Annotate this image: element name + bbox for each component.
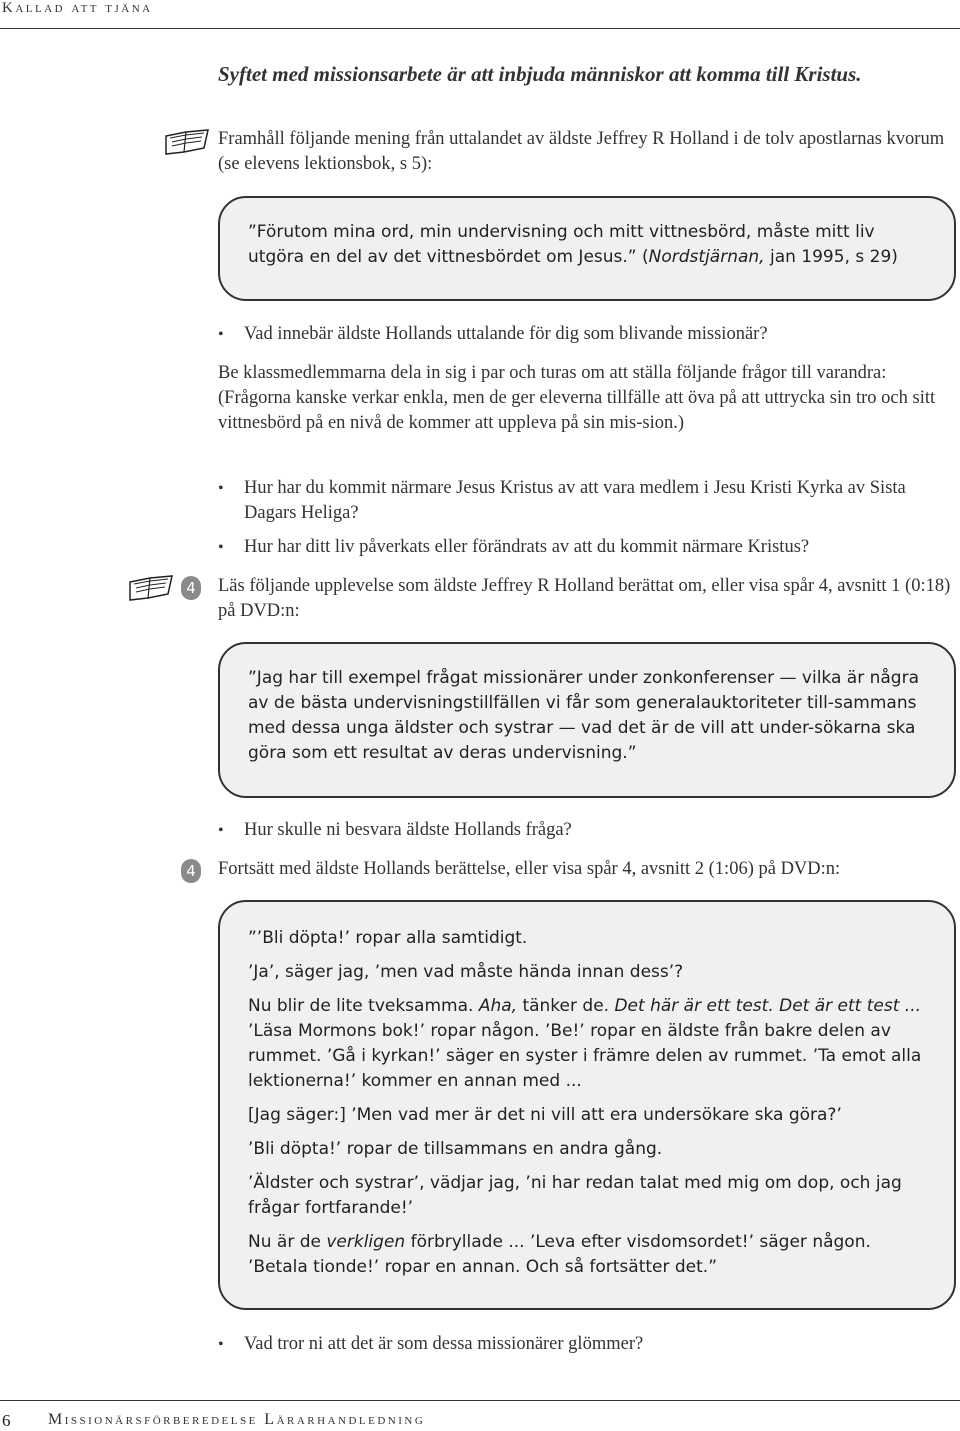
bullet-question-5: • Vad tror ni att det är som dessa missionärer glömmer? xyxy=(218,1332,956,1357)
quote-3-line-6: ’Äldster och systrar’, vädjar jag, ’ni har redan talat med mig om dop, och jag frågar fortfarande!’ xyxy=(248,1173,902,1218)
running-head: Kallad att tjäna xyxy=(2,0,153,16)
open-book-icon xyxy=(164,128,210,156)
page-number: 6 xyxy=(2,1411,11,1430)
bullet-question-4: • Hur skulle ni besvara äldste Hollands fråga? xyxy=(218,818,956,843)
instruction-paragraph: Be klassmedlemmarna dela in sig i par och turas om att ställa följande frågor till varandra: (Frågorna kanske verkar enkla, men de ger eleverna tillfälle att öva på att uttrycka sin tro och sitt vittnesbörd på en nivå de kommer att uppleva på sin mis-sion.) xyxy=(218,363,936,433)
quote-1-text: ”Förutom mina ord, min undervisning och mitt vittnesbörd, måste mitt liv utgöra en del av det vittnesbördet om Jesus.” xyxy=(248,222,875,267)
quote-1-source-rest: jan 1995, s 29) xyxy=(764,247,898,267)
intro-paragraph: Framhåll följande mening från uttalandet av äldste Jeffrey R Holland i de tolv apostlarnas kvorum (se elevens lektionsbok, s 5): xyxy=(218,129,945,174)
quote-3-line-3b: tänker de. xyxy=(517,996,615,1016)
quote-3-aha: Aha, xyxy=(478,996,518,1016)
page-header xyxy=(0,0,960,29)
read-instruction: Läs följande upplevelse som äldste Jeffrey R Holland berättat om, eller visa spår 4, avsnitt 1 (0:18) på DVD:n: xyxy=(218,576,951,621)
quote-3-line-7b: förbryllade ... ’Leva efter visdomsordet!’ säger någon. ’Betala tionde!’ ropar en annan. Och så fortsätter det.” xyxy=(248,1232,871,1277)
quote-3-line-1: ”’Bli döpta!’ ropar alla samtidigt. xyxy=(248,928,528,948)
quote-3-line-3c: ’Läsa Mormons bok!’ ropar någon. ’Be!’ ropar en äldste från bakre delen av rummet. ’Gå i kyrkan!’ säger en syster i främre delen av rummet. ’Ta emot alla lektionerna!’ kommer en annan med ... xyxy=(248,1021,922,1091)
quote-3-line-3a: Nu blir de lite tveksamma. xyxy=(248,996,479,1016)
dvd-track-badge: 4 xyxy=(181,859,201,883)
quote-3-line-3 xyxy=(248,994,926,1094)
quote-box-1 xyxy=(218,196,956,301)
quote-3-test: Det här är ett test. Det är ett test ... xyxy=(614,996,922,1016)
dvd-track-badge: 4 xyxy=(181,576,201,600)
continue-instruction: Fortsätt med äldste Hollands berättelse, eller visa spår 4, avsnitt 2 (1:06) på DVD:n: xyxy=(218,859,841,879)
quote-3-line-7 xyxy=(248,1230,926,1280)
quote-3-line-4: [Jag säger:] ’Men vad mer är det ni vill att era undersökare ska göra?’ xyxy=(248,1105,842,1125)
quote-box-2 xyxy=(218,642,956,798)
quote-3-line-2: ’Ja’, säger jag, ’men vad måste hända innan dess’? xyxy=(248,962,684,982)
bullet-question-2: • Hur har du kommit närmare Jesus Kristus av att vara medlem i Jesu Kristi Kyrka av Sista Dagars Heliga? xyxy=(218,476,956,526)
quote-1-source-title: Nordstjärnan, xyxy=(648,247,765,267)
section-heading: Syftet med missionsarbete är att inbjuda människor att komma till Kristus. xyxy=(218,62,862,86)
bullet-question-1: • Vad innebär äldste Hollands uttalande för dig som blivande missionär? xyxy=(218,322,956,347)
quote-3-verkligen: verkligen xyxy=(326,1232,406,1252)
page-footer xyxy=(0,1400,960,1431)
quote-1-source-open: ( xyxy=(636,247,649,267)
quote-3-line-5: ’Bli döpta!’ ropar de tillsammans en andra gång. xyxy=(248,1139,663,1159)
quote-box-3 xyxy=(218,900,956,1310)
quote-3-line-7a: Nu är de xyxy=(248,1232,327,1252)
open-book-icon xyxy=(128,574,174,602)
quote-2-text: ”Jag har till exempel frågat missionärer under zonkonferenser — vilka är några av de bästa undervisningstillfällen vi får som generalauktoriteter till-sammans med dessa unga äldster och systrar — vad det är de vill att under-sökarna ska göra som ett resultat av deras undervisning.” xyxy=(248,668,919,763)
running-foot: Missionärsförberedelse Lärarhandledning xyxy=(48,1411,426,1428)
bullet-question-3: • Hur har ditt liv påverkats eller förändrats av att du kommit närmare Kristus? xyxy=(218,535,956,560)
